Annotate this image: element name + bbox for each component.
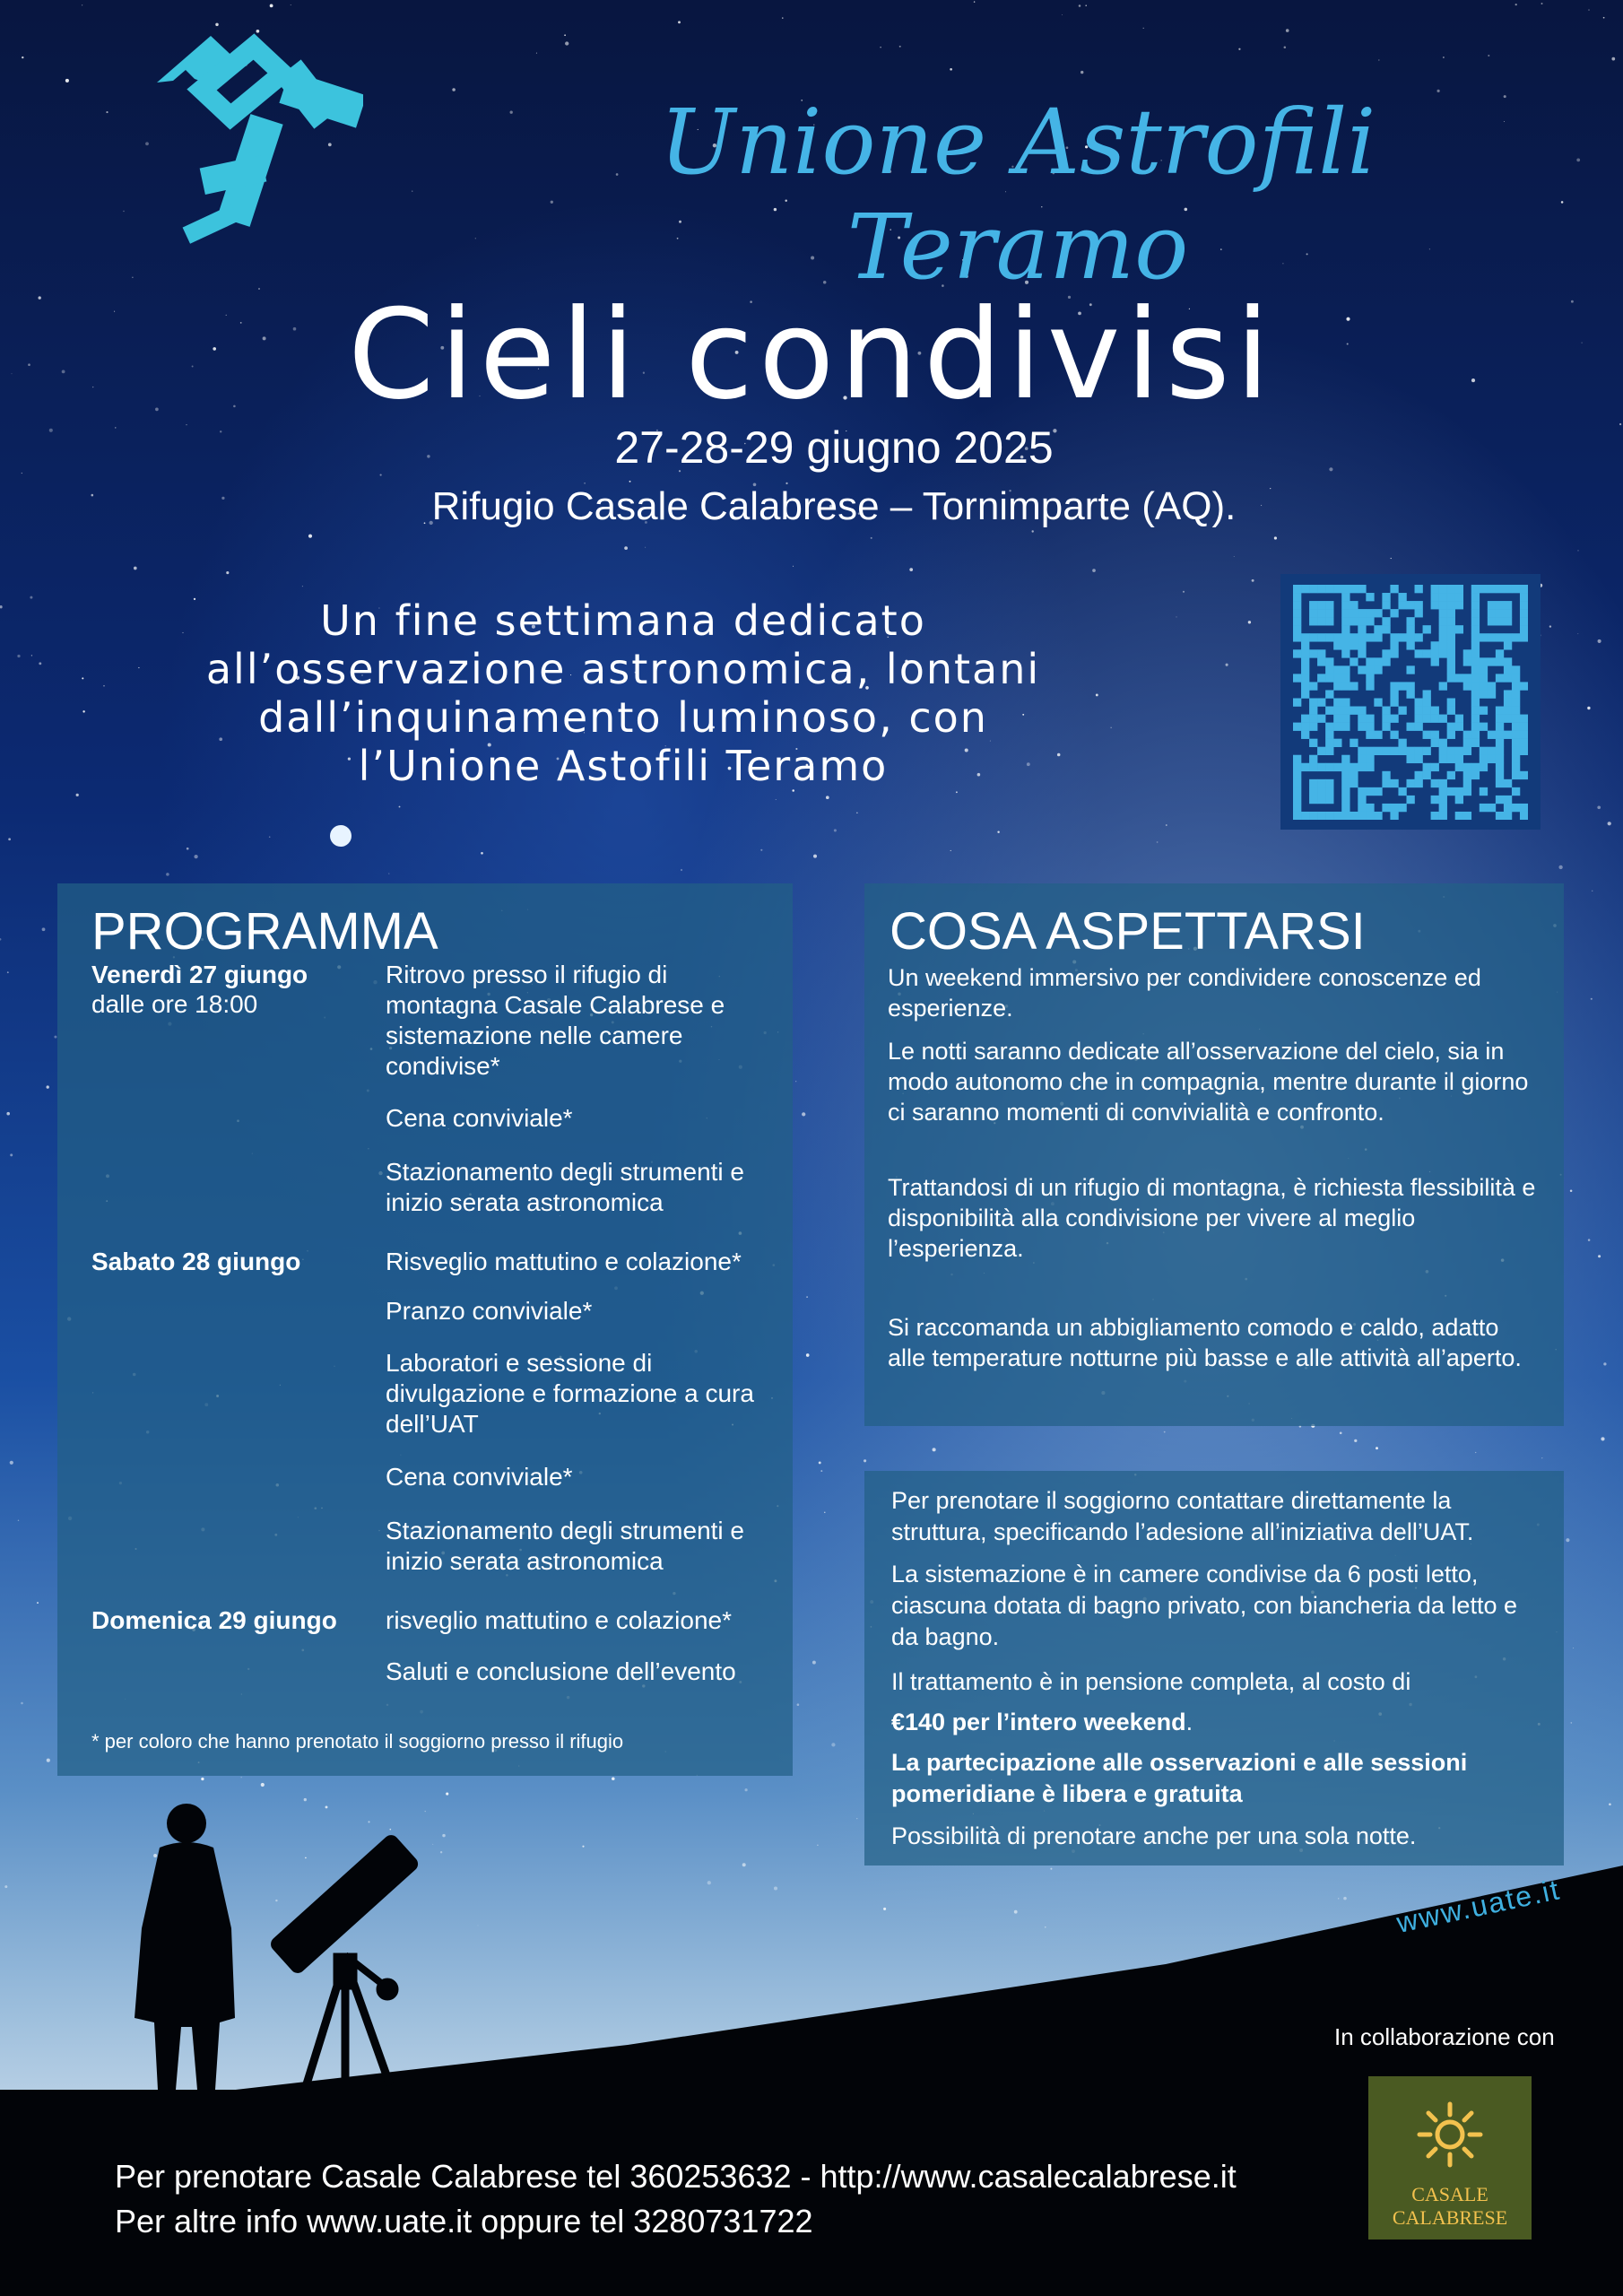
footer-booking: Per prenotare Casale Calabrese tel 360253632 - http://www.casalecalabrese.it (115, 2158, 1237, 2195)
tagline-line: all’osservazione astronomica, lontani (205, 645, 1041, 693)
info-paragraph: Per prenotare il soggiorno contattare direttamente la struttura, specificando l’adesione all’iniziativa dell’UAT. (891, 1487, 1474, 1545)
cosa-title: COSA ASPETTARSI (890, 902, 1366, 961)
activity: Laboratori e sessione di divulgazione e formazione a cura dell’UAT (386, 1349, 754, 1438)
cosa-aspettarsi-panel (864, 883, 1564, 1426)
qr-code[interactable] (1280, 574, 1541, 830)
partner-name-line1: CASALE (1411, 2183, 1488, 2205)
footer-info: Per altre info www.uate.it oppure tel 3280731722 (115, 2203, 813, 2239)
price: €140 per l’intero weekend (891, 1709, 1186, 1735)
tagline-line: l’Unione Astofili Teramo (358, 742, 889, 790)
info-paragraph: Possibilità di prenotare anche per una sola notte. (891, 1822, 1417, 1849)
sun-logo-icon (1414, 2099, 1486, 2170)
tagline-line: Un fine settimana dedicato (320, 596, 926, 645)
footnote: * per coloro che hanno prenotato il soggiorno presso il rifugio (91, 1730, 624, 1752)
collaboration-label: In collaborazione con (1334, 2023, 1555, 2050)
partner-logo (1368, 2076, 1532, 2239)
booking-info-panel (864, 1471, 1564, 1866)
info-paragraph-bold: La partecipazione alle osservazioni e alle sessioni pomeridiane è libera e gratuita (891, 1749, 1468, 1807)
activity: risveglio mattutino e colazione* (386, 1606, 732, 1634)
day-label: Domenica 29 giungo (91, 1606, 337, 1634)
activity: Risveglio mattutino e colazione* (386, 1248, 742, 1275)
cosa-paragraph: Un weekend immersivo per condividere conoscenze ed esperienze. (888, 964, 1481, 1022)
activity: Pranzo conviviale* (386, 1297, 593, 1325)
org-name: Unione Astrofili Teramo (659, 90, 1376, 300)
telescope-silhouette-icon (268, 1832, 421, 2090)
activity: Stazionamento degli strumenti e inizio serata astronomica (386, 1517, 744, 1575)
price-suffix: . (1185, 1709, 1193, 1735)
cosa-paragraph: Si raccomanda un abbigliamento comodo e caldo, adatto alle temperature notturne più basse e alle attività all’aperto. (888, 1314, 1522, 1371)
partner-name-line2: CALABRESE (1392, 2206, 1508, 2229)
event-title: Cieli condivisi (347, 283, 1276, 427)
event-venue: Rifugio Casale Calabrese – Tornimparte (AQ). (431, 484, 1237, 528)
day-saturday (91, 1247, 300, 1276)
info-paragraph: La sistemazione è in camere condivise da 6 posti letto, ciascuna dotata di bagno privato, con biancheria da letto e da bagno. (891, 1561, 1517, 1650)
tagline-line: dall’inquinamento luminoso, con (258, 693, 988, 742)
day-sunday (91, 1605, 337, 1635)
tagline (117, 596, 1130, 790)
day-label: Venerdì 27 giungo (91, 961, 308, 988)
day-time: dalle ore 18:00 (91, 990, 258, 1018)
programma-title: PROGRAMMA (91, 902, 438, 961)
cosa-paragraph: Le notti saranno dedicate all’osservazione del cielo, sia in modo autonomo che in compagnia, mentre durante il giorno ci saranno momenti di convivialità e confronto. (888, 1038, 1529, 1126)
event-dates: 27-28-29 giugno 2025 (614, 422, 1054, 473)
activity: Stazionamento degli strumenti e inizio serata astronomica (386, 1158, 744, 1216)
activity: Saluti e conclusione dell’evento (386, 1657, 736, 1685)
day-friday (91, 960, 308, 1019)
info-paragraph: Il trattamento è in pensione completa, al costo di (891, 1668, 1411, 1695)
stargazer-silhouette-icon (135, 1804, 235, 2090)
activity: Cena conviviale* (386, 1104, 573, 1132)
cosa-paragraph: Trattandosi di un rifugio di montagna, è richiesta flessibilità e disponibilità alla condivisione per vivere al meglio l’esperienza. (888, 1174, 1536, 1262)
activity: Ritrovo presso il rifugio di montagna Casale Calabrese e sistemazione nelle camere condivise* (386, 961, 725, 1080)
day-label: Sabato 28 giungo (91, 1248, 301, 1275)
activity: Cena conviviale* (386, 1463, 573, 1491)
uat-logo-icon (148, 27, 363, 260)
website-link[interactable]: www.uate.it (1393, 1873, 1564, 1940)
price-line (891, 1707, 1546, 1738)
programma-panel (57, 883, 793, 1776)
qr-code-icon (1293, 585, 1528, 820)
